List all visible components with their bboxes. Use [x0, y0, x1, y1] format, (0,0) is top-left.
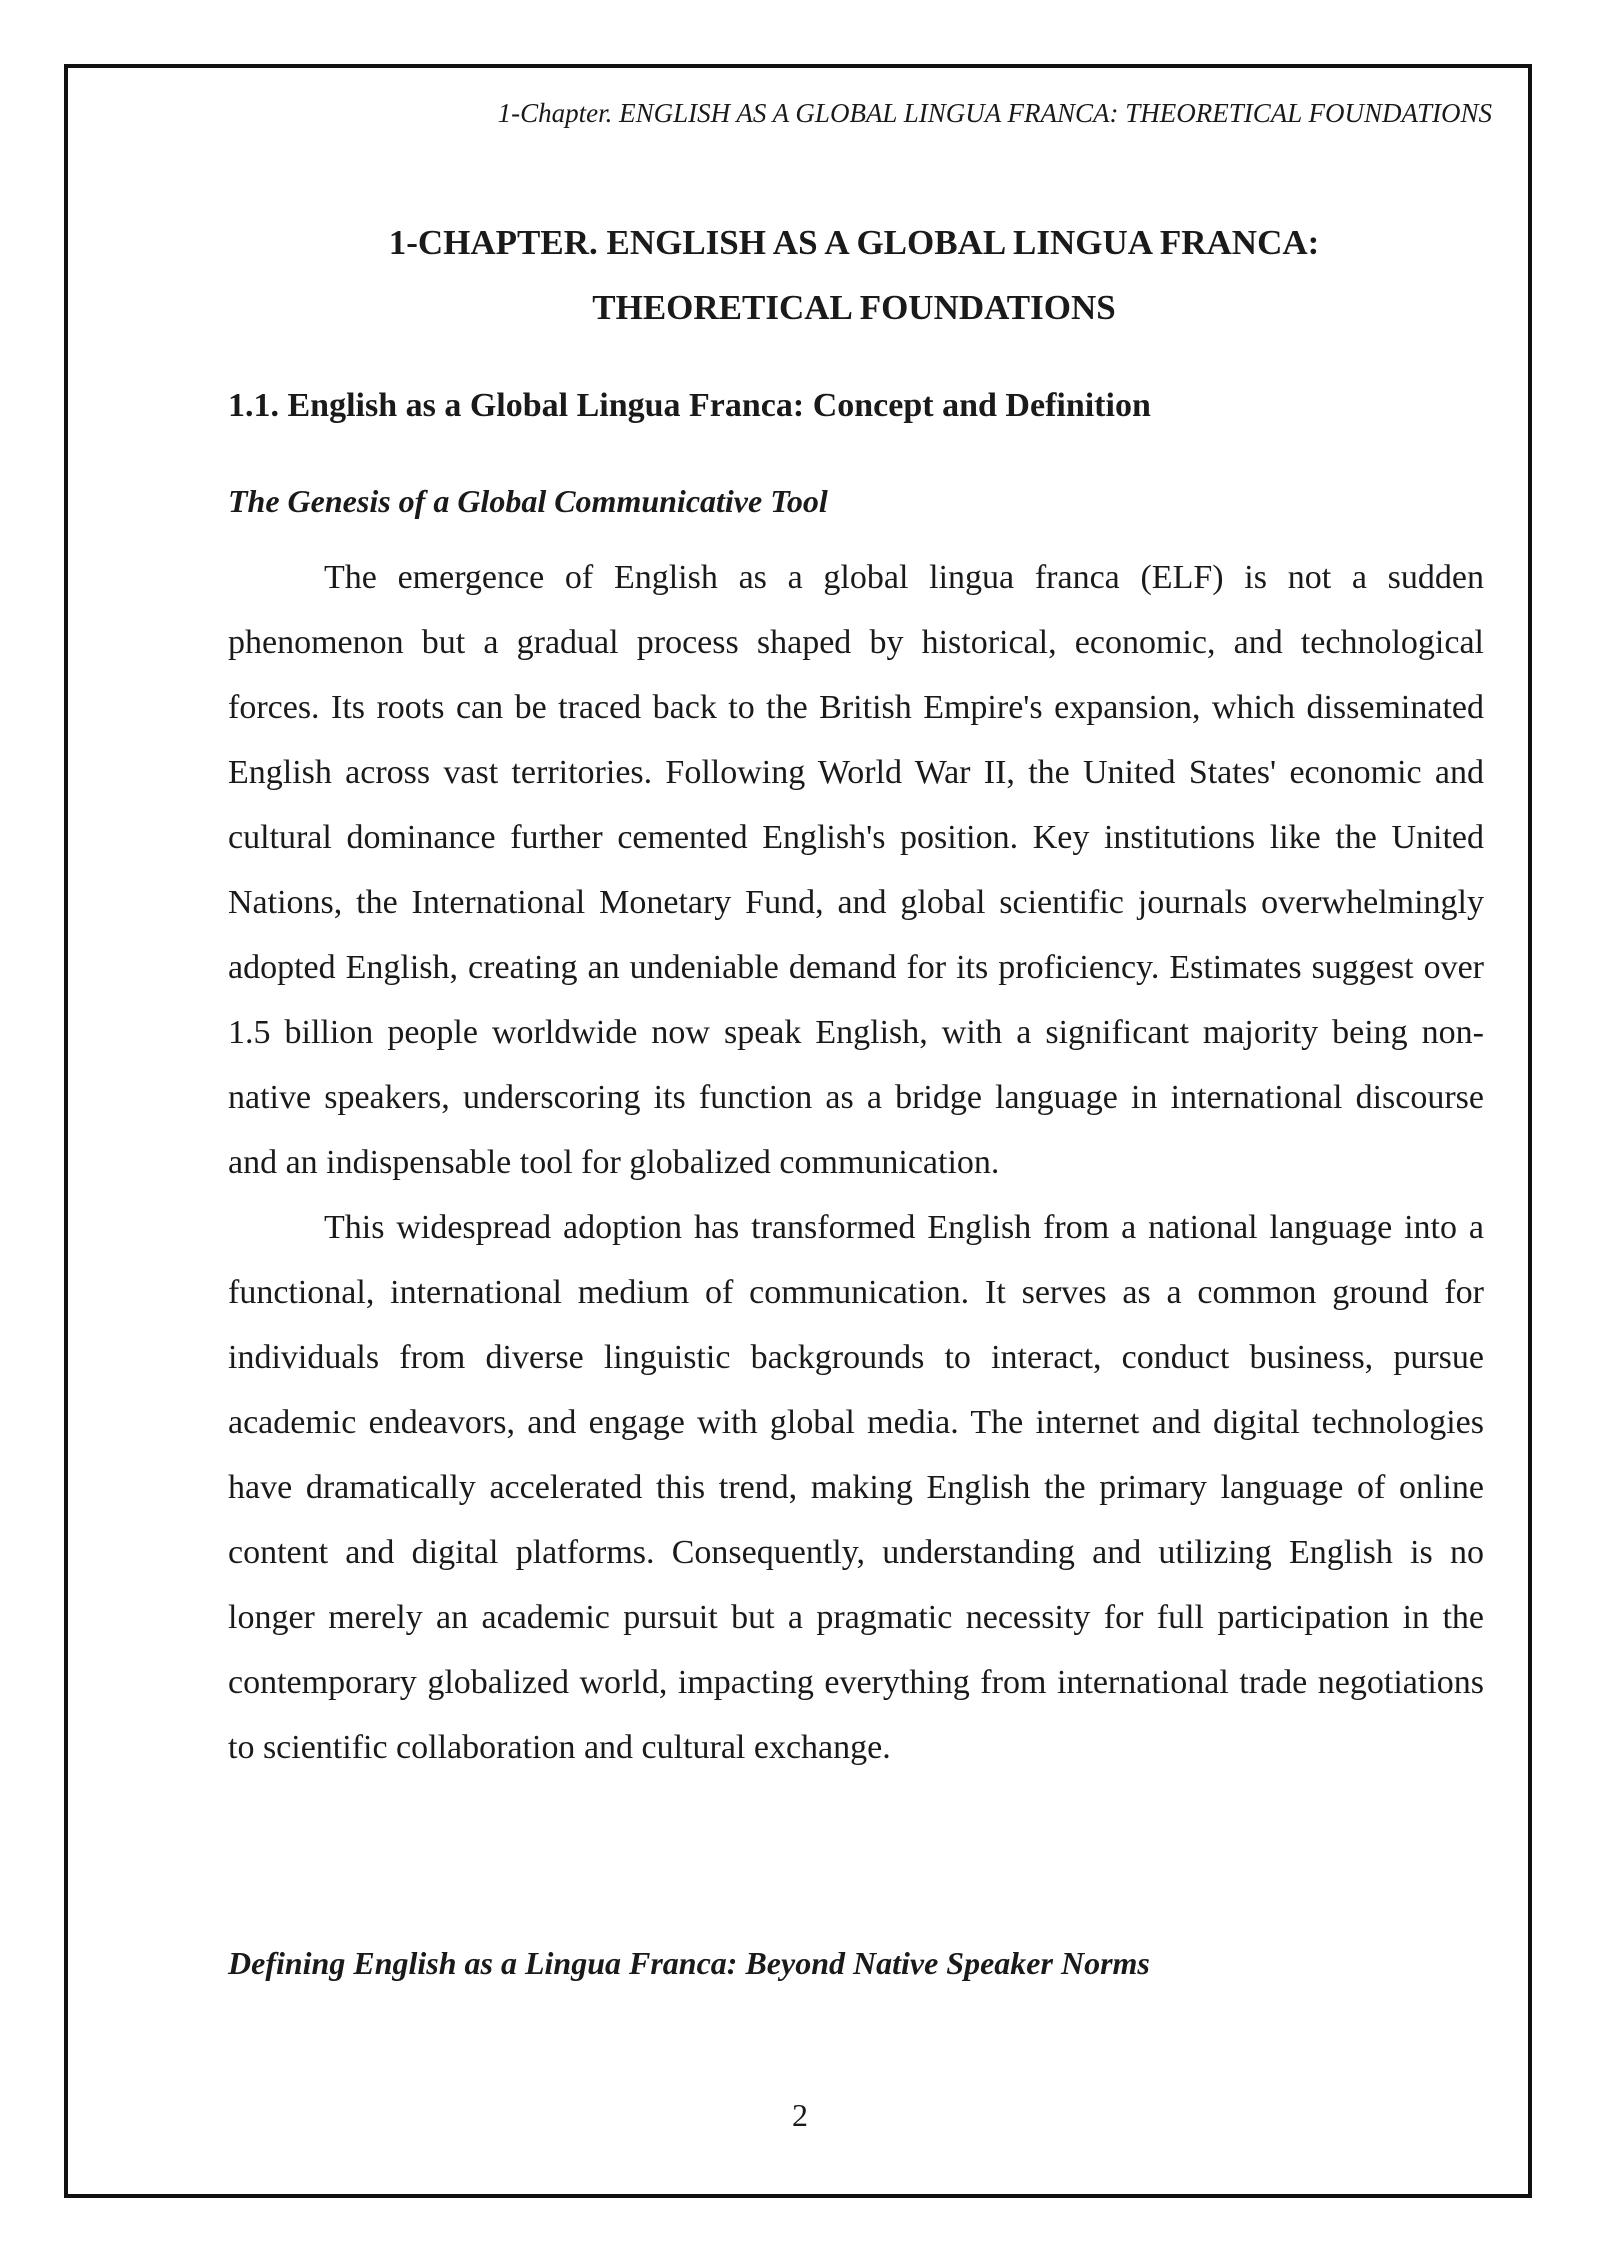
paragraph: The emergence of English as a global lingua franca (ELF) is not a sudden phenomenon but a gradual process shaped by historical, economic, and technological forces. Its roots can be traced back to the British Empire's expansion, which disseminated English across vast territories. Following World War II, the United States' economic and cultural dominance further cemented English's position. Key institutions like the United Nations, the International Monetary Fund, and global scientific journals overwhelmingly adopted English, creating an undeniable demand for its proficiency. Estimates suggest over 1.5 billion people worldwide now speak English, with a significant majority being non-native speakers, underscoring its function as a bridge language in international discourse and an indispensable tool for globalized communication.: [228, 559, 1484, 1181]
page-number: 2: [792, 2097, 808, 2133]
section-heading: 1.1. English as a Global Lingua Franca: Concept and Definition: [228, 387, 1151, 424]
subheading-defining: Defining English as a Lingua Franca: Beyond Native Speaker Norms: [228, 1945, 1150, 1981]
body-text: [228, 545, 1484, 1780]
subheading-genesis: The Genesis of a Global Communicative Tool: [228, 483, 828, 519]
chapter-title-line-2: THEORETICAL FOUNDATIONS: [592, 288, 1116, 327]
running-header: 1-Chapter. ENGLISH AS A GLOBAL LINGUA FRANCA: THEORETICAL FOUNDATIONS: [497, 98, 1492, 128]
chapter-title-line-1: 1-CHAPTER. ENGLISH AS A GLOBAL LINGUA FRANCA:: [388, 223, 1320, 262]
chapter-title: [228, 210, 1480, 340]
paragraph: This widespread adoption has transformed English from a national language into a functional, international medium of communication. It serves as a common ground for individuals from diverse linguistic backgrounds to interact, conduct business, pursue academic endeavors, and engage with global media. The internet and digital technologies have dramatically accelerated this trend, making English the primary language of online content and digital platforms. Consequently, understanding and utilizing English is no longer merely an academic pursuit but a pragmatic necessity for full participation in the contemporary globalized world, impacting everything from international trade negotiations to scientific collaboration and cultural exchange.: [228, 1209, 1484, 1766]
